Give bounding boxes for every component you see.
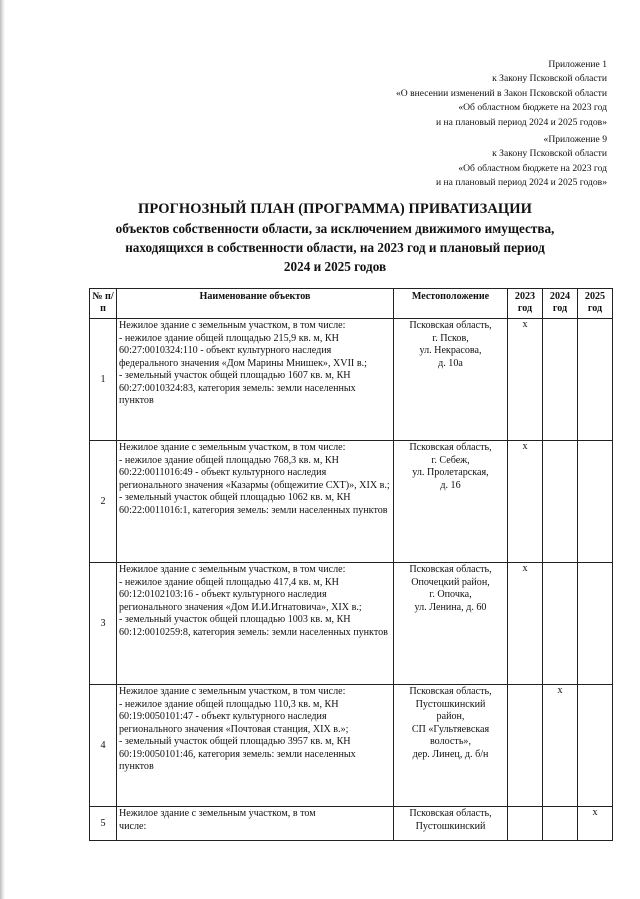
mark-2023 [508,685,543,807]
column-header-2023: 2023 год [508,289,543,319]
row-number: 3 [90,563,117,685]
mark-2024 [543,807,578,841]
column-header-location: Местоположение [394,289,508,319]
mark-2024 [543,563,578,685]
column-header-2024: 2024 год [543,289,578,319]
mark-2024: x [543,685,578,807]
object-location: Псковская область, г. Псков, ул. Некрасова, д. 10а [394,319,508,441]
object-location: Псковская область, Пустошкинский район, СП «Гультяевская волость», дер. Линец, д. б/н [394,685,508,807]
header-line: Приложение 1 [548,59,607,70]
mark-2024 [543,319,578,441]
privatization-table [89,288,613,841]
mark-2025: x [578,807,613,841]
object-description: Нежилое здание с земельным участком, в том числе: [117,807,394,841]
header-line: к Закону Псковской области [492,73,607,85]
scan-edge [0,0,5,899]
row-number: 4 [90,685,117,807]
header-line: и на плановый период 2024 и 2025 годов» [436,116,607,128]
object-description: Нежилое здание с земельным участком, в том числе: - нежилое здание общей площадью 417,4 кв. м, КН 60:12:0102103:16 - объект культурного наследия регионального значения «Дом И.И.Игнатовича», XIX в.; - земельный участок общей площадью 1003 кв. м, КН 60:12:0010259:8, категория земель: земли населенных пунктов [117,563,394,685]
object-location: Псковская область, Опочецкий район, г. Опочка, ул. Ленина, д. 60 [394,563,508,685]
header-line: к Закону Псковской области [492,148,607,160]
table-row [90,441,613,563]
title-line: находящихся в собственности области, на 2023 год и плановый период [125,240,545,255]
appendix-9-header [277,133,607,191]
object-description: Нежилое здание с земельным участком, в том числе: - нежилое здание общей площадью 768,3 кв. м, КН 60:22:0011016:49 - объект культурного наследия регионального значения «Казармы (общежитие СХТ)», XIX в.; - земельный участок общей площадью 1062 кв. м, КН 60:22:0011016:1, категория земель: земли населенных пунктов [117,441,394,563]
mark-2023: x [508,563,543,685]
object-description: Нежилое здание с земельным участком, в том числе: - нежилое здание общей площадью 110,3 кв. м, КН 60:19:0050101:47 - объект культурного наследия регионального значения «Почтовая станция, XIX в.»; - земельный участок общей площадью 3957 кв. м, КН 60:19:0050101:46, категория земель: земли населенных пунктов [117,685,394,807]
table-header-row [90,289,613,319]
row-number: 1 [90,319,117,441]
table-row [90,319,613,441]
object-location: Псковская область, г. Себеж, ул. Пролетарская, д. 16 [394,441,508,563]
table-row [90,685,613,807]
mark-2023: x [508,319,543,441]
header-line: и на плановый период 2024 и 2025 годов» [436,177,607,189]
mark-2025 [578,685,613,807]
document-title [60,200,610,276]
mark-2024 [543,441,578,563]
table-row [90,563,613,685]
row-number: 5 [90,807,117,841]
column-header-2025: 2025 год [578,289,613,319]
title-line: объектов собственности области, за исключением движимого имущества, [115,221,555,236]
title-line: ПРОГНОЗНЫЙ ПЛАН (ПРОГРАММА) ПРИВАТИЗАЦИИ [137,201,533,217]
title-line: 2024 и 2025 годов [283,259,387,274]
mark-2025 [578,563,613,685]
header-line: «Об областном бюджете на 2023 год [458,102,607,114]
object-location: Псковская область, Пустошкинский [394,807,508,841]
column-header-num: № п/п [90,289,117,319]
mark-2025 [578,319,613,441]
header-line: «Приложение 9 [543,134,607,145]
object-description: Нежилое здание с земельным участком, в том числе: - нежилое здание общей площадью 215,9 кв. м, КН 60:27:0010324:110 - объект культурного наследия федерального значения «Дом Марины Мнишек», XVII в.; - земельный участок общей площадью 1607 кв. м, КН 60:27:0010324:83, категория земель: земли населенных пунктов [117,319,394,441]
header-line: «Об областном бюджете на 2023 год [458,162,607,174]
header-line: «О внесении изменений в Закон Псковской области [396,87,607,99]
row-number: 2 [90,441,117,563]
table-row [90,807,613,841]
mark-2023: x [508,441,543,563]
mark-2023 [508,807,543,841]
mark-2025 [578,441,613,563]
column-header-name: Наименование объектов [117,289,394,319]
appendix-1-header [277,58,607,130]
